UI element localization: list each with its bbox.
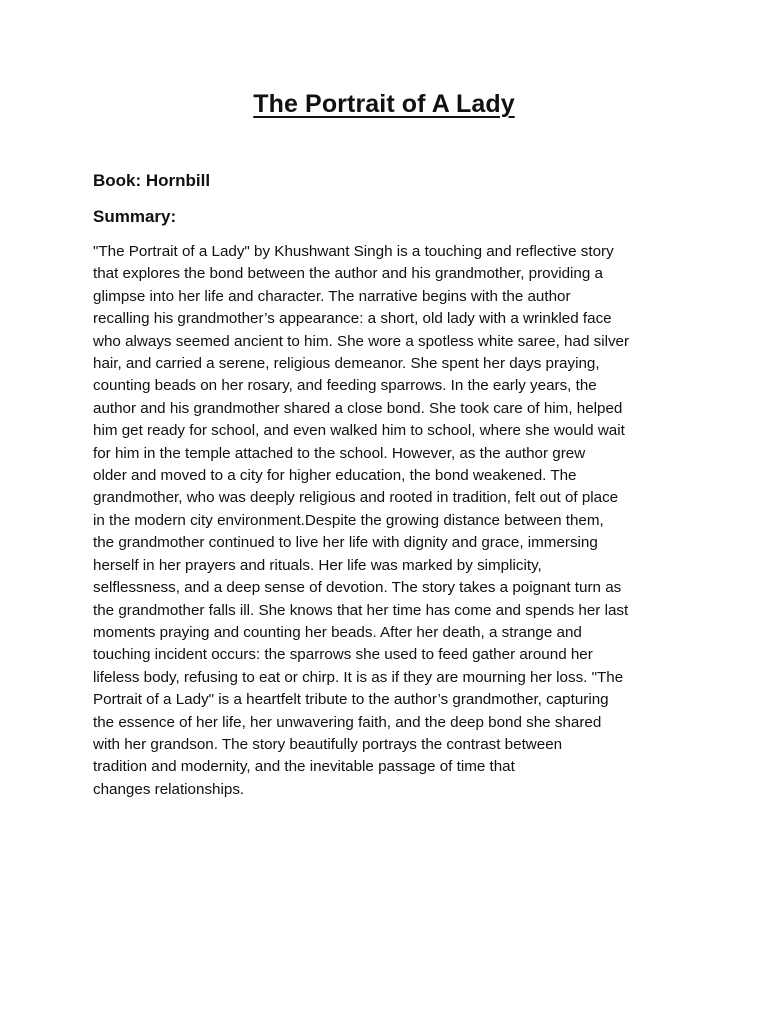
summary-heading: Summary: (93, 207, 177, 226)
summary-paragraph (93, 241, 676, 801)
summary-line: the grandmother continued to live her life with dignity and grace, immersing (93, 534, 598, 552)
summary-line: hair, and carried a serene, religious demeanor. She spent her days praying, (93, 355, 600, 373)
summary-line: tradition and modernity, and the inevitable passage of time that (93, 758, 515, 776)
summary-line: touching incident occurs: the sparrows she used to feed gather around her (93, 646, 593, 664)
summary-line: the grandmother falls ill. She knows that her time has come and spends her last (93, 601, 629, 619)
summary-line: who always seemed ancient to him. She wore a spotless white saree, had silver (93, 332, 630, 350)
summary-line: Portrait of a Lady" is a heartfelt tribute to the author’s grandmother, capturing (93, 691, 609, 709)
summary-line: with her grandson. The story beautifully portrays the contrast between (93, 735, 563, 753)
summary-line: grandmother, who was deeply religious and rooted in tradition, felt out of place (93, 489, 619, 507)
summary-line: changes relationships. (93, 780, 245, 798)
summary-line: herself in her prayers and rituals. Her life was marked by simplicity, (93, 556, 542, 574)
summary-line: the essence of her life, her unwavering faith, and the deep bond she shared (93, 713, 602, 731)
document-title: The Portrait of A Lady (253, 90, 515, 118)
summary-line: counting beads on her rosary, and feeding sparrows. In the early years, the (93, 377, 597, 395)
summary-line: in the modern city environment.Despite the growing distance between them, (93, 511, 604, 529)
summary-line: author and his grandmother shared a close bond. She took care of him, helped (93, 399, 623, 417)
summary-line: for him in the temple attached to the school. However, as the author grew (93, 444, 586, 462)
summary-line: selflessness, and a deep sense of devotion. The story takes a poignant turn as (93, 579, 622, 597)
summary-line: that explores the bond between the author and his grandmother, providing a (93, 265, 603, 283)
summary-line: older and moved to a city for higher education, the bond weakened. The (93, 467, 577, 485)
book-line: Book: Hornbill (93, 171, 211, 190)
summary-line: glimpse into her life and character. The narrative begins with the author (93, 287, 571, 305)
summary-line: "The Portrait of a Lady" by Khushwant Singh is a touching and reflective story (93, 243, 614, 260)
summary-line: him get ready for school, and even walked him to school, where she would wait (93, 422, 625, 440)
summary-line: recalling his grandmother’s appearance: a short, old lady with a wrinkled face (93, 310, 612, 328)
summary-line: moments praying and counting her beads. After her death, a strange and (93, 623, 582, 641)
summary-line: lifeless body, refusing to eat or chirp. It is as if they are mourning her loss. "The (93, 668, 624, 686)
